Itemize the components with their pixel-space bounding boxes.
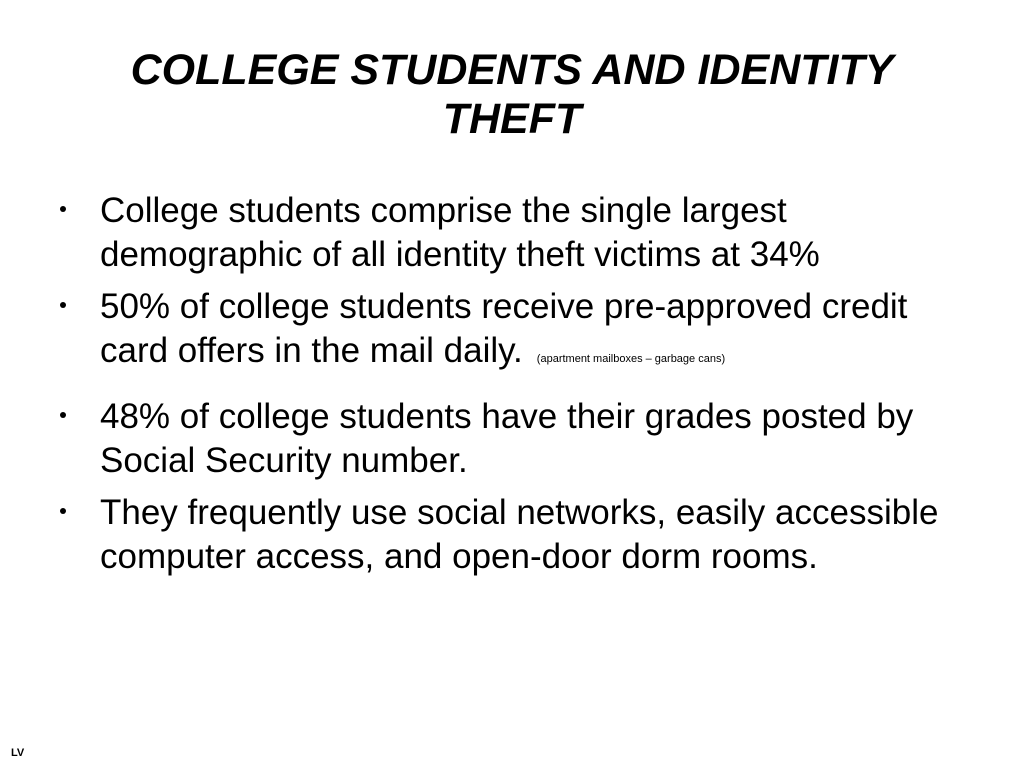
bullet-item xyxy=(56,491,956,579)
footer-initials: LV xyxy=(11,747,25,759)
bullet-text: They frequently use social networks, easily accessible computer access, and open-door dorm rooms. xyxy=(100,493,939,576)
bullet-icon xyxy=(60,508,66,514)
bullet-item xyxy=(56,285,956,373)
bullet-icon xyxy=(60,302,66,308)
bullet-icon xyxy=(60,412,66,418)
bullet-text: 48% of college students have their grades posted by Social Security number. xyxy=(100,397,914,480)
bullet-item xyxy=(56,395,956,483)
bullet-list xyxy=(56,189,956,579)
bullet-text: College students comprise the single largest demographic of all identity theft victims at 34% xyxy=(100,191,820,274)
bullet-item xyxy=(56,189,956,277)
bullet-text: 50% of college students receive pre-approved credit card offers in the mail daily. xyxy=(100,287,908,370)
bullet-icon xyxy=(60,206,66,212)
bullet-note: (apartment mailboxes – garbage cans) xyxy=(536,353,726,365)
slide-title: COLLEGE STUDENTS AND IDENTITY THEFT xyxy=(130,46,894,143)
